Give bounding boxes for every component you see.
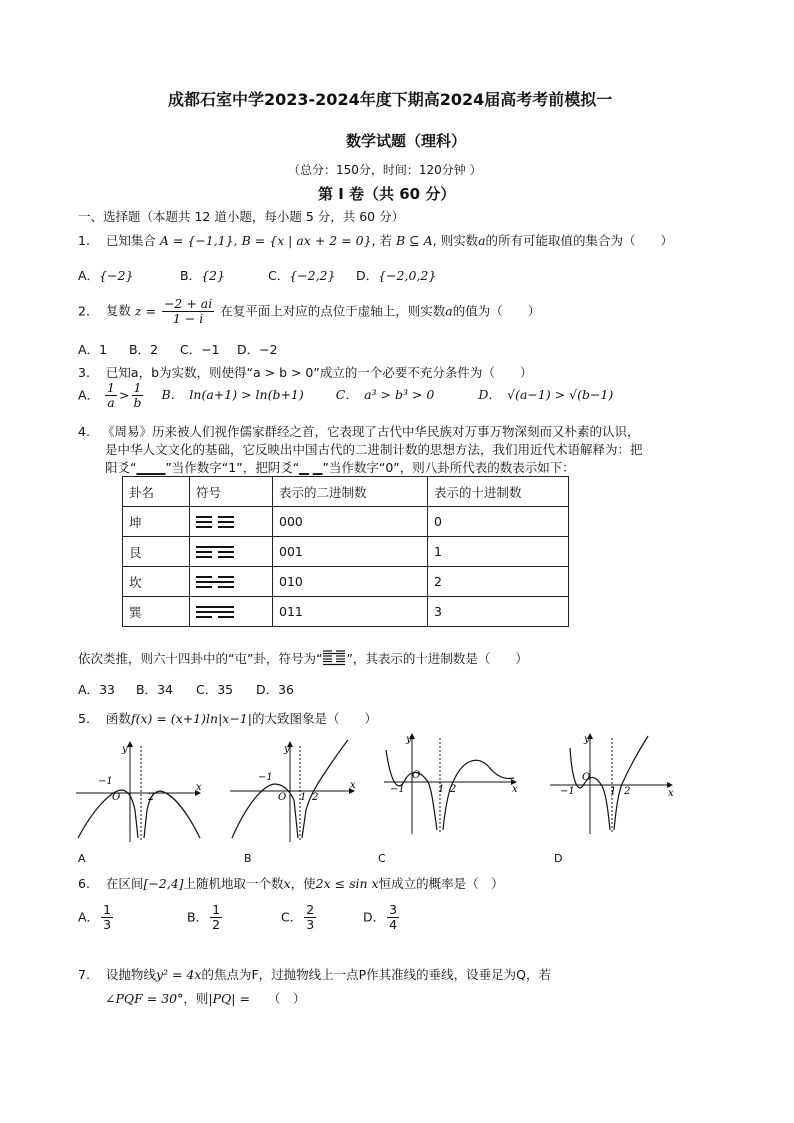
table-row (123, 567, 569, 597)
gua-name: 坎 (123, 567, 190, 597)
option-d[interactable]: D．{−2,0,2} (355, 268, 437, 283)
question-4-followup (78, 649, 528, 669)
axis-x-label: x (196, 782, 202, 793)
question-text: 的焦点为F，过抛物线上一点P作其准线的垂线，设垂足为Q，若 (201, 967, 552, 982)
origin-label: O (112, 792, 121, 803)
variable: a (478, 233, 486, 248)
option-b[interactable]: B．2 (128, 342, 159, 357)
question-number: 5. (78, 711, 90, 726)
variable: x (283, 876, 291, 891)
header-cell: 符号 (190, 477, 273, 507)
condition: B ⊆ A (396, 233, 433, 248)
question-number: 6. (78, 876, 90, 891)
question-number: 1. (78, 233, 90, 248)
question-text: 恒成立的概率是（ ） (378, 876, 504, 891)
question-text: 上随机地取一个数 (183, 876, 284, 891)
tick-one: 1 (300, 792, 307, 803)
question-text: ，则 (183, 991, 209, 1006)
option-d[interactable]: D．36 (255, 682, 294, 697)
option-d[interactable]: D． $\frac{3}{4}$ (362, 902, 398, 933)
gua-name: 坤 (123, 507, 190, 537)
table-row (123, 537, 569, 567)
question-text: 的值为（ ） (452, 303, 541, 319)
option-d[interactable]: D．−2 (236, 342, 278, 357)
tick-minus-one: −1 (560, 786, 575, 797)
option-a[interactable]: A．{−2} (78, 268, 134, 283)
graph-label: B (244, 852, 252, 865)
question-text: 《周易》历来被人们视作儒家群经之首，它表现了古代中华民族对万事万物深刻而又朴素的认识， (101, 424, 640, 439)
question-1-options (78, 266, 436, 284)
gua-name: 艮 (123, 537, 190, 567)
pq-length: |PQ| = (208, 991, 250, 1006)
axis-y-label: y (584, 734, 590, 745)
question-text: 依次类推，则六十四卦中的“屯”卦，符号为“ (78, 651, 323, 666)
table-row (123, 597, 569, 627)
binary-value: 010 (273, 567, 428, 597)
hexagram-zhun-icon (322, 650, 346, 669)
function-formula: f(x) = (x+1)ln|x−1| (130, 711, 252, 726)
question-text: , 则实数 (432, 233, 479, 248)
option-b[interactable]: B．34 (135, 682, 173, 697)
question-text: 设抛物线 (105, 967, 156, 982)
tick-minus-one: −1 (390, 784, 405, 795)
option-c[interactable]: C．−1 (179, 342, 220, 357)
binary-value: 011 (273, 597, 428, 627)
question-number: 2. (78, 303, 90, 319)
question-2-options (78, 340, 278, 358)
tick-one: 1 (610, 786, 617, 797)
graph-label: A (78, 852, 86, 865)
question-text: 已知a，b为实数，则使得“a > b > 0”成立的一个必要不充分条件为（ ） (105, 365, 533, 380)
question-text: 在区间 (105, 876, 144, 891)
option-a[interactable]: A． $\frac{1}{3}$ (78, 902, 112, 933)
decimal-value: 2 (428, 567, 569, 597)
question-text: 是中华人文文化的基础，它反映出中国古代的二进制计数的思想方法，我们用近代术语解释为：把 (105, 442, 643, 457)
decimal-value: 1 (428, 537, 569, 567)
volume-heading: 第 I 卷（共 60 分） (318, 185, 456, 203)
question-3-options (78, 381, 613, 411)
trigram-kan-icon (190, 567, 273, 597)
axis-x-label: x (512, 784, 518, 795)
question-text: 已知集合 (105, 233, 156, 248)
tick-two: 2 (450, 784, 457, 795)
exam-title: 成都石室中学2023-2024年度下期高2024届高考考前模拟一 (168, 90, 613, 109)
question-6-options (78, 903, 401, 933)
question-2 (78, 297, 540, 327)
exam-subtitle: 数学试题（理科） (346, 132, 467, 150)
option-c[interactable]: C． a³ > b³ > 0 (335, 387, 435, 403)
trigram-kun-icon (190, 507, 273, 537)
gua-name: 巽 (123, 597, 190, 627)
tick-two: 2 (312, 792, 319, 803)
graph-c[interactable] (382, 730, 522, 838)
question-number: 3. (78, 365, 90, 380)
condition: 2x ≤ sin x (315, 876, 379, 891)
binary-value: 001 (273, 537, 428, 567)
trigram-gen-icon (190, 537, 273, 567)
origin-label: O (582, 772, 591, 783)
graph-a[interactable] (74, 738, 204, 846)
answer-paren: （ ） (267, 991, 306, 1006)
tick-two: 2 (624, 786, 631, 797)
question-7 (78, 963, 551, 1011)
tick-one: 1 (438, 784, 445, 795)
header-cell: 表示的十进制数 (428, 477, 569, 507)
decimal-value: 0 (428, 507, 569, 537)
option-b[interactable]: B． $\frac{1}{2}$ (186, 902, 221, 933)
table-row (123, 507, 569, 537)
set-a: A = {−1,1} (159, 233, 234, 248)
question-4-options (78, 680, 294, 698)
question-1 (78, 231, 673, 249)
question-5 (78, 709, 377, 727)
question-6 (78, 874, 504, 892)
interval: [−2,4] (143, 876, 184, 891)
axis-x-label: x (350, 780, 356, 791)
axis-y-label: y (284, 744, 290, 755)
tick-minus-one: −1 (98, 776, 113, 787)
option-a[interactable]: A． $\frac{1}{a}$ > $\frac{1}{b}$ (78, 380, 142, 411)
question-text: 阳爻“▁▁▁”当作数字“1”，把阴爻“▁ ▁”当作数字“0”，则八卦所代表的数表示如下： (105, 460, 575, 475)
question-text: 在复平面上对应的点位于虚轴上，则实数 (220, 303, 446, 319)
option-c[interactable]: C．{−2,2} (267, 268, 336, 283)
option-a[interactable]: A．33 (78, 682, 115, 697)
option-b[interactable]: B．{2} (179, 268, 225, 283)
option-c[interactable]: C．35 (195, 682, 234, 697)
option-b[interactable]: B． ln(a+1) > ln(b+1) (161, 387, 304, 403)
question-text: ，使 (290, 876, 316, 891)
origin-label: O (412, 770, 421, 781)
exam-meta: （总分：150分，时间：120分钟 ） (288, 163, 482, 177)
tick-two: 2 (148, 792, 155, 803)
option-d[interactable]: D． √(a−1) > √(b−1) (478, 387, 614, 403)
question-3 (78, 363, 532, 381)
set-b: , B = {x | ax + 2 = 0} (233, 233, 372, 248)
origin-label: O (278, 792, 287, 803)
variable: a (445, 303, 453, 319)
section-heading: 一、选择题（本题共 12 道小题，每小题 5 分，共 60 分） (78, 209, 405, 224)
axis-x-label: x (668, 788, 674, 799)
question-text: , 若 (371, 233, 393, 248)
graph-d[interactable] (548, 730, 678, 838)
bagua-table (122, 476, 569, 627)
question-text: 复数 (105, 303, 131, 319)
binary-value: 000 (273, 507, 428, 537)
question-number: 4. (78, 424, 90, 439)
question-number: 7. (78, 967, 90, 982)
tick-minus-one: −1 (258, 772, 273, 783)
question-text: 的大致图象是（ ） (251, 711, 377, 726)
header-cell: 卦名 (123, 477, 190, 507)
option-c[interactable]: C． $\frac{2}{3}$ (280, 902, 315, 933)
table-header-row (123, 477, 569, 507)
option-a[interactable]: A．1 (78, 342, 108, 357)
decimal-value: 3 (428, 597, 569, 627)
graph-b[interactable] (228, 738, 358, 846)
angle-condition: ∠PQF = 30° (105, 991, 184, 1006)
question-text: ”，其表示的十进制数是（ ） (346, 651, 528, 666)
axis-y-label: y (406, 734, 412, 745)
parabola-equation: y² = 4x (155, 967, 202, 982)
graph-label: C (378, 852, 386, 865)
question-4 (78, 423, 643, 477)
header-cell: 表示的二进制数 (273, 477, 428, 507)
axis-y-label: y (122, 744, 128, 755)
question-text: 的所有可能取值的集合为（ ） (485, 233, 674, 248)
graph-label: D (554, 852, 563, 865)
z-symbol: z = (134, 303, 156, 319)
question-text: 函数 (105, 711, 131, 726)
complex-fraction: $\frac{-2 + ai}{1 - i}$ (163, 296, 213, 327)
trigram-xun-icon (190, 597, 273, 627)
